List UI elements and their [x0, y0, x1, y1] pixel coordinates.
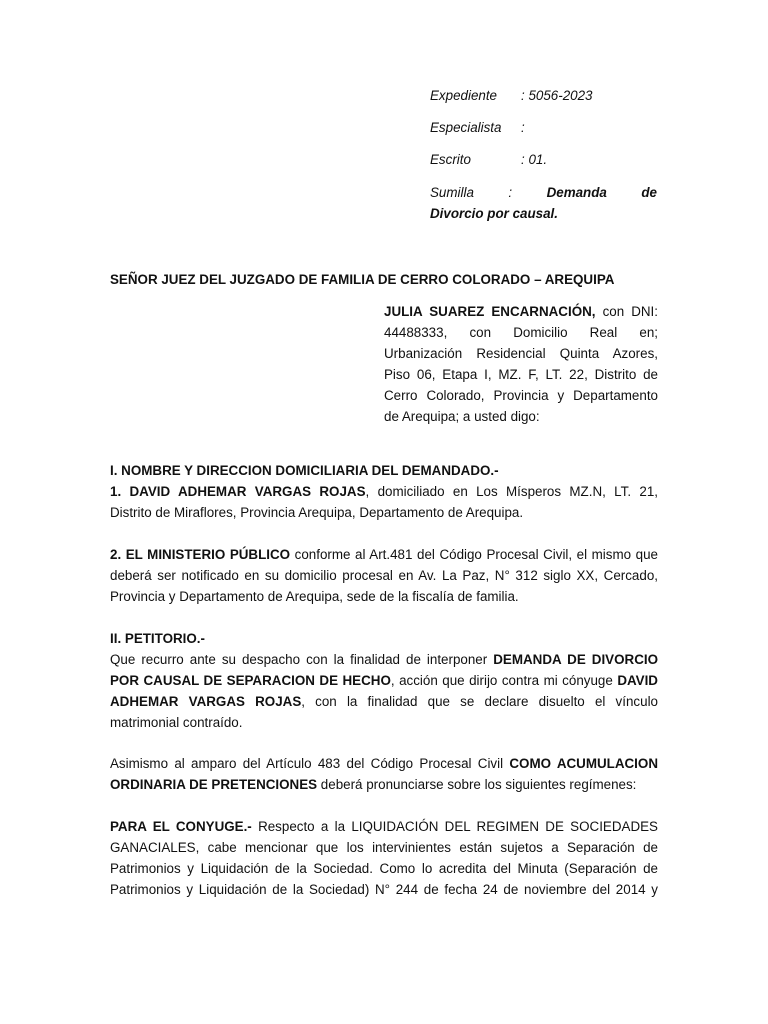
- header-sumilla: [430, 182, 657, 224]
- conyuge-line-2: GANACIALES, cabe mencionar que los intervinientes están sujetos a Separación de: [110, 840, 658, 855]
- petitorio-line-2: POR CAUSAL DE SEPARACION DE HECHO, acción que dirijo contra mi cónyuge DAVID: [110, 673, 658, 688]
- sumilla-value-a: Demanda: [546, 185, 607, 200]
- plaintiff-line-5: Cerro Colorado, Provincia y Departamento: [384, 388, 658, 403]
- ministerio-line-2: deberá ser notificado en su domicilio procesal en Av. La Paz, N° 312 siglo XX, Cercado,: [110, 568, 658, 583]
- petitorio-line-3: ADHEMAR VARGAS ROJAS, con la finalidad que se declare disuelto el vínculo: [110, 694, 658, 709]
- header-expediente: [430, 85, 657, 106]
- section-petitorio: [110, 628, 658, 733]
- section-ministerio: [110, 544, 658, 607]
- especialista-label: Especialista: [430, 120, 502, 135]
- petitorio-line-1: Que recurro ante su despacho con la finalidad de interponer DEMANDA DE DIVORCIO: [110, 652, 658, 667]
- plaintiff-line-6: de Arequipa; a usted digo:: [384, 409, 540, 424]
- sumilla-value-b: de: [641, 185, 657, 200]
- ministerio-line-3: Provincia y Departamento de Arequipa, sede de la fiscalía de familia.: [110, 589, 519, 604]
- sumilla-colon: :: [508, 185, 513, 200]
- conyuge-line-3: Patrimonios y Liquidación de la Sociedad. Como lo acredita del Minuta (Separación de: [110, 861, 658, 876]
- plaintiff-line-4: Piso 06, Etapa I, MZ. F, LT. 22, Distrito de: [384, 367, 658, 382]
- header-especialista: [430, 117, 657, 138]
- expediente-label: Expediente: [430, 88, 498, 103]
- sumilla-label: Sumilla: [430, 185, 474, 200]
- especialista-value: :: [521, 120, 525, 135]
- section-defendant: [110, 460, 658, 523]
- ministerio-line-1: 2. EL MINISTERIO PÚBLICO conforme al Art.481 del Código Procesal Civil, el mismo que: [110, 547, 658, 562]
- sumilla-value-line2: Divorcio por causal.: [430, 206, 558, 221]
- plaintiff-line-1: JULIA SUAREZ ENCARNACIÓN, con DNI:: [384, 304, 658, 319]
- conyuge-line-4: Patrimonios y Liquidación de la Sociedad) N° 244 de fecha 24 de noviembre del 2014 y: [110, 882, 658, 897]
- addressee: SEÑOR JUEZ DEL JUZGADO DE FAMILIA DE CERRO COLORADO – AREQUIPA: [110, 272, 615, 287]
- header-escrito: [430, 149, 657, 170]
- plaintiff-block: [384, 301, 658, 427]
- defendant-line-2: Distrito de Miraflores, Provincia Arequipa, Departamento de Arequipa.: [110, 505, 524, 520]
- defendant-line-1: 1. DAVID ADHEMAR VARGAS ROJAS, domiciliado en Los Mísperos MZ.N, LT. 21,: [110, 484, 658, 499]
- plaintiff-line-3: Urbanización Residencial Quinta Azores,: [384, 346, 658, 361]
- plaintiff-line-2: 44488333, con Domicilio Real en;: [384, 325, 658, 340]
- conyuge-paragraph: [110, 816, 658, 900]
- acumulacion-line-2: ORDINARIA DE PRETENCIONES deberá pronunciarse sobre los siguientes regímenes:: [110, 777, 637, 792]
- plaintiff-name: JULIA SUAREZ ENCARNACIÓN,: [384, 304, 596, 319]
- escrito-value: : 01.: [521, 152, 548, 167]
- acumulacion-line-1: Asimismo al amparo del Artículo 483 del Código Procesal Civil COMO ACUMULACION: [110, 756, 658, 771]
- acumulacion-paragraph: [110, 753, 658, 795]
- section-2-title: II. PETITORIO.-: [110, 631, 205, 646]
- expediente-value: : 5056-2023: [521, 88, 593, 103]
- section-1-title: I. NOMBRE Y DIRECCION DOMICILIARIA DEL DEMANDADO.-: [110, 463, 499, 478]
- escrito-label: Escrito: [430, 152, 471, 167]
- petitorio-line-4: matrimonial contraído.: [110, 715, 243, 730]
- conyuge-line-1: PARA EL CONYUGE.- Respecto a la LIQUIDACIÓN DEL REGIMEN DE SOCIEDADES: [110, 819, 658, 834]
